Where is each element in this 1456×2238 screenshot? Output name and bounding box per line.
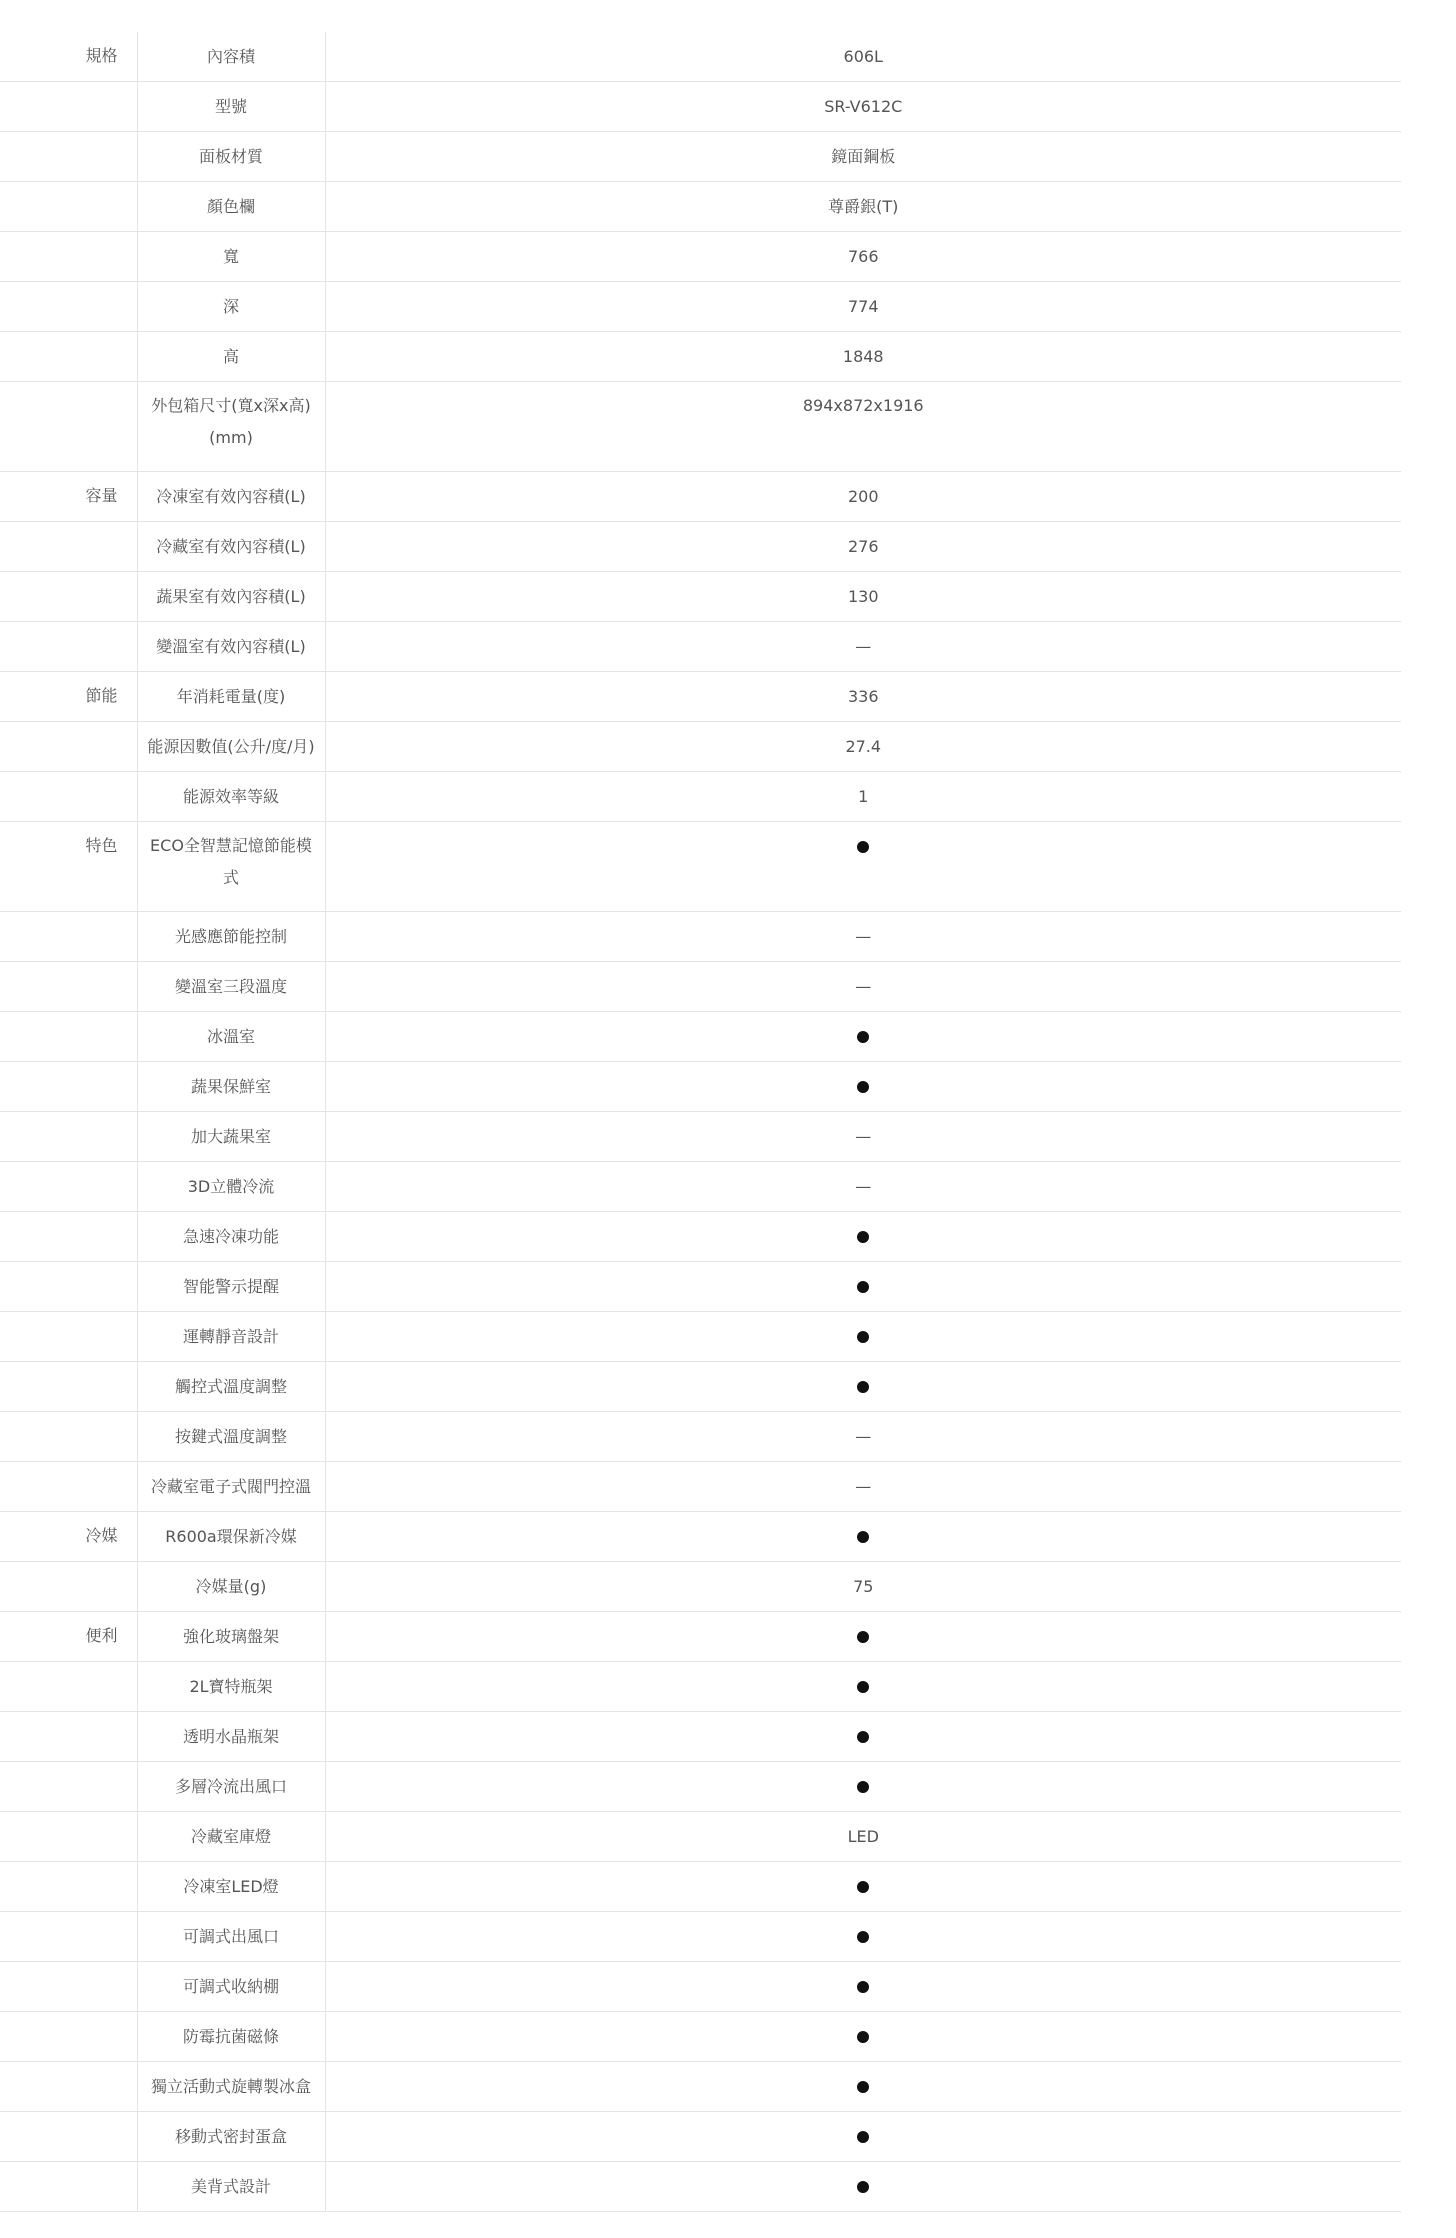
category-cell — [0, 1212, 137, 1262]
value-cell: — — [855, 1426, 872, 1446]
value-cell — [325, 1262, 1401, 1312]
bullet-dot-icon — [857, 2131, 869, 2143]
item-cell: 能源因數值(公升/度/月) — [137, 722, 325, 772]
table-row — [0, 2012, 1401, 2062]
value-cell: 200 — [847, 486, 879, 506]
table-row — [0, 82, 1401, 132]
item-cell: 運轉靜音設計 — [137, 1312, 325, 1362]
category-cell — [0, 1462, 137, 1512]
table-row — [0, 1362, 1401, 1412]
value-cell — [325, 1862, 1401, 1912]
value-cell — [325, 2162, 1401, 2212]
category-cell — [0, 1162, 137, 1212]
value-cell — [325, 1712, 1401, 1762]
item-cell: 可調式收納棚 — [137, 1962, 325, 2012]
bullet-dot-icon — [857, 1731, 869, 1743]
value-cell: 1848 — [842, 346, 884, 366]
item-cell: 型號 — [137, 82, 325, 132]
value-cell: LED — [847, 1826, 879, 1846]
category-cell — [0, 1662, 137, 1712]
category-cell — [0, 722, 137, 772]
item-cell: 2L寶特瓶架 — [137, 1662, 325, 1712]
table-row — [0, 472, 1401, 522]
value-cell — [325, 2112, 1401, 2162]
item-cell: 冷藏室庫燈 — [137, 1812, 325, 1862]
value-cell — [325, 1362, 1401, 1412]
item-cell: 可調式出風口 — [137, 1912, 325, 1962]
category-cell — [0, 132, 137, 182]
value-cell — [325, 1012, 1401, 1062]
table-row — [0, 1662, 1401, 1712]
table-row — [0, 1412, 1401, 1462]
table-row — [0, 182, 1401, 232]
value-cell: 鏡面鋼板 — [831, 146, 896, 166]
item-cell: 蔬果室有效內容積(L) — [137, 572, 325, 622]
category-cell — [0, 1112, 137, 1162]
item-cell: 面板材質 — [137, 132, 325, 182]
value-cell — [325, 822, 1401, 912]
category-cell — [0, 2162, 137, 2212]
table-row — [0, 822, 1401, 912]
table-row — [0, 1862, 1401, 1912]
value-cell: 774 — [847, 296, 879, 316]
category-cell — [0, 2012, 137, 2062]
bullet-dot-icon — [857, 1531, 869, 1543]
category-cell: 便利 — [85, 1626, 118, 1645]
item-cell: 年消耗電量(度) — [137, 672, 325, 722]
table-row — [0, 1212, 1401, 1262]
value-cell — [325, 1662, 1401, 1712]
table-row — [0, 2062, 1401, 2112]
item-cell: 冷藏室電子式閥門控溫 — [137, 1462, 325, 1512]
bullet-dot-icon — [857, 1281, 869, 1293]
table-row — [0, 962, 1401, 1012]
table-row — [0, 2112, 1401, 2162]
category-cell: 特色 — [85, 836, 118, 855]
item-cell: 加大蔬果室 — [137, 1112, 325, 1162]
table-row — [0, 132, 1401, 182]
category-cell — [0, 2062, 137, 2112]
category-cell — [0, 1762, 137, 1812]
category-cell — [0, 182, 137, 232]
item-cell: R600a環保新冷媒 — [137, 1512, 325, 1562]
item-cell: 按鍵式溫度調整 — [137, 1412, 325, 1462]
value-cell — [325, 1962, 1401, 2012]
table-row — [0, 1012, 1401, 1062]
value-cell — [325, 2012, 1401, 2062]
item-cell: 冷凍室有效內容積(L) — [137, 472, 325, 522]
value-cell: — — [855, 976, 872, 996]
bullet-dot-icon — [857, 1781, 869, 1793]
value-cell: 276 — [847, 536, 879, 556]
category-cell — [0, 1262, 137, 1312]
category-cell: 冷媒 — [85, 1526, 118, 1545]
table-row — [0, 912, 1401, 962]
bullet-dot-icon — [857, 1331, 869, 1343]
value-cell: — — [855, 926, 872, 946]
value-cell: 766 — [847, 246, 879, 266]
category-cell — [0, 1062, 137, 1112]
table-row — [0, 1712, 1401, 1762]
item-cell: 顏色欄 — [137, 182, 325, 232]
category-cell: 容量 — [85, 486, 118, 505]
value-cell: 尊爵銀(T) — [828, 196, 899, 216]
item-cell: 透明水晶瓶架 — [137, 1712, 325, 1762]
table-row — [0, 622, 1401, 672]
item-cell: 外包箱尺寸(寬x深x高)(mm) — [137, 382, 325, 472]
category-cell — [0, 1862, 137, 1912]
value-cell: 1 — [858, 786, 869, 806]
category-cell: 規格 — [85, 46, 118, 65]
table-row — [0, 382, 1401, 472]
bullet-dot-icon — [857, 2031, 869, 2043]
item-cell: 深 — [137, 282, 325, 332]
item-cell: 變溫室有效內容積(L) — [137, 622, 325, 672]
value-cell — [325, 1062, 1401, 1112]
item-cell: 急速冷凍功能 — [137, 1212, 325, 1262]
category-cell — [0, 1812, 137, 1862]
value-cell — [325, 1912, 1401, 1962]
item-cell: 寬 — [137, 232, 325, 282]
bullet-dot-icon — [857, 2081, 869, 2093]
spec-table-body — [0, 32, 1401, 2212]
value-cell: 27.4 — [845, 736, 882, 756]
item-cell: 觸控式溫度調整 — [137, 1362, 325, 1412]
category-cell — [0, 1562, 137, 1612]
value-cell: — — [855, 636, 872, 656]
table-row — [0, 1162, 1401, 1212]
bullet-dot-icon — [857, 1931, 869, 1943]
item-cell: 變溫室三段溫度 — [137, 962, 325, 1012]
item-cell: 多層冷流出風口 — [137, 1762, 325, 1812]
item-cell: 能源效率等級 — [137, 772, 325, 822]
table-row — [0, 1612, 1401, 1662]
category-cell — [0, 332, 137, 382]
table-row — [0, 772, 1401, 822]
bullet-dot-icon — [857, 1081, 869, 1093]
table-row — [0, 1262, 1401, 1312]
item-cell: 高 — [137, 332, 325, 382]
table-row — [0, 232, 1401, 282]
value-cell: 336 — [847, 686, 879, 706]
value-cell: 894x872x1916 — [802, 396, 924, 415]
value-cell — [325, 1312, 1401, 1362]
item-cell: 智能警示提醒 — [137, 1262, 325, 1312]
table-row — [0, 1912, 1401, 1962]
table-row — [0, 1962, 1401, 2012]
table-row — [0, 332, 1401, 382]
item-cell: 強化玻璃盤架 — [137, 1612, 325, 1662]
item-cell: 內容積 — [137, 32, 325, 82]
value-cell: — — [855, 1176, 872, 1196]
bullet-dot-icon — [857, 1681, 869, 1693]
value-cell: 606L — [843, 46, 883, 66]
table-row — [0, 32, 1401, 82]
value-cell: — — [855, 1476, 872, 1496]
item-cell: 冷媒量(g) — [137, 1562, 325, 1612]
bullet-dot-icon — [857, 1981, 869, 1993]
category-cell — [0, 282, 137, 332]
bullet-dot-icon — [857, 1031, 869, 1043]
table-row — [0, 1462, 1401, 1512]
value-cell: 75 — [853, 1576, 874, 1596]
category-cell — [0, 382, 137, 472]
value-cell — [325, 1512, 1401, 1562]
value-cell: — — [855, 1126, 872, 1146]
table-row — [0, 572, 1401, 622]
item-cell: 冰溫室 — [137, 1012, 325, 1062]
table-row — [0, 1512, 1401, 1562]
item-cell: 冷藏室有效內容積(L) — [137, 522, 325, 572]
table-row — [0, 672, 1401, 722]
category-cell — [0, 1712, 137, 1762]
item-cell: 獨立活動式旋轉製冰盒 — [137, 2062, 325, 2112]
category-cell — [0, 1312, 137, 1362]
table-row — [0, 722, 1401, 772]
item-cell: 冷凍室LED燈 — [137, 1862, 325, 1912]
item-cell: 光感應節能控制 — [137, 912, 325, 962]
category-cell — [0, 82, 137, 132]
value-cell — [325, 2062, 1401, 2112]
table-row — [0, 1312, 1401, 1362]
bullet-dot-icon — [857, 2181, 869, 2193]
category-cell — [0, 1362, 137, 1412]
table-row — [0, 282, 1401, 332]
category-cell — [0, 232, 137, 282]
bullet-dot-icon — [857, 1231, 869, 1243]
category-cell — [0, 1962, 137, 2012]
table-row — [0, 1562, 1401, 1612]
value-cell — [325, 1762, 1401, 1812]
spec-table — [0, 32, 1401, 2212]
bullet-dot-icon — [857, 1631, 869, 1643]
table-row — [0, 1812, 1401, 1862]
value-cell: 130 — [847, 586, 879, 606]
category-cell — [0, 962, 137, 1012]
category-cell — [0, 1912, 137, 1962]
value-cell — [325, 1212, 1401, 1262]
category-cell — [0, 622, 137, 672]
category-cell — [0, 1012, 137, 1062]
table-row — [0, 522, 1401, 572]
category-cell — [0, 2112, 137, 2162]
item-cell: ECO全智慧記憶節能模式 — [137, 822, 325, 912]
category-cell: 節能 — [85, 686, 118, 705]
table-row — [0, 2162, 1401, 2212]
value-cell: SR-V612C — [824, 96, 903, 116]
category-cell — [0, 522, 137, 572]
table-row — [0, 1762, 1401, 1812]
category-cell — [0, 1412, 137, 1462]
bullet-dot-icon — [857, 841, 869, 853]
table-row — [0, 1112, 1401, 1162]
bullet-dot-icon — [857, 1381, 869, 1393]
value-cell — [325, 1612, 1401, 1662]
item-cell: 蔬果保鮮室 — [137, 1062, 325, 1112]
bullet-dot-icon — [857, 1881, 869, 1893]
item-cell: 防霉抗菌磁條 — [137, 2012, 325, 2062]
item-cell: 移動式密封蛋盒 — [137, 2112, 325, 2162]
category-cell — [0, 912, 137, 962]
category-cell — [0, 772, 137, 822]
category-cell — [0, 572, 137, 622]
table-row — [0, 1062, 1401, 1112]
item-cell: 美背式設計 — [137, 2162, 325, 2212]
item-cell: 3D立體冷流 — [137, 1162, 325, 1212]
